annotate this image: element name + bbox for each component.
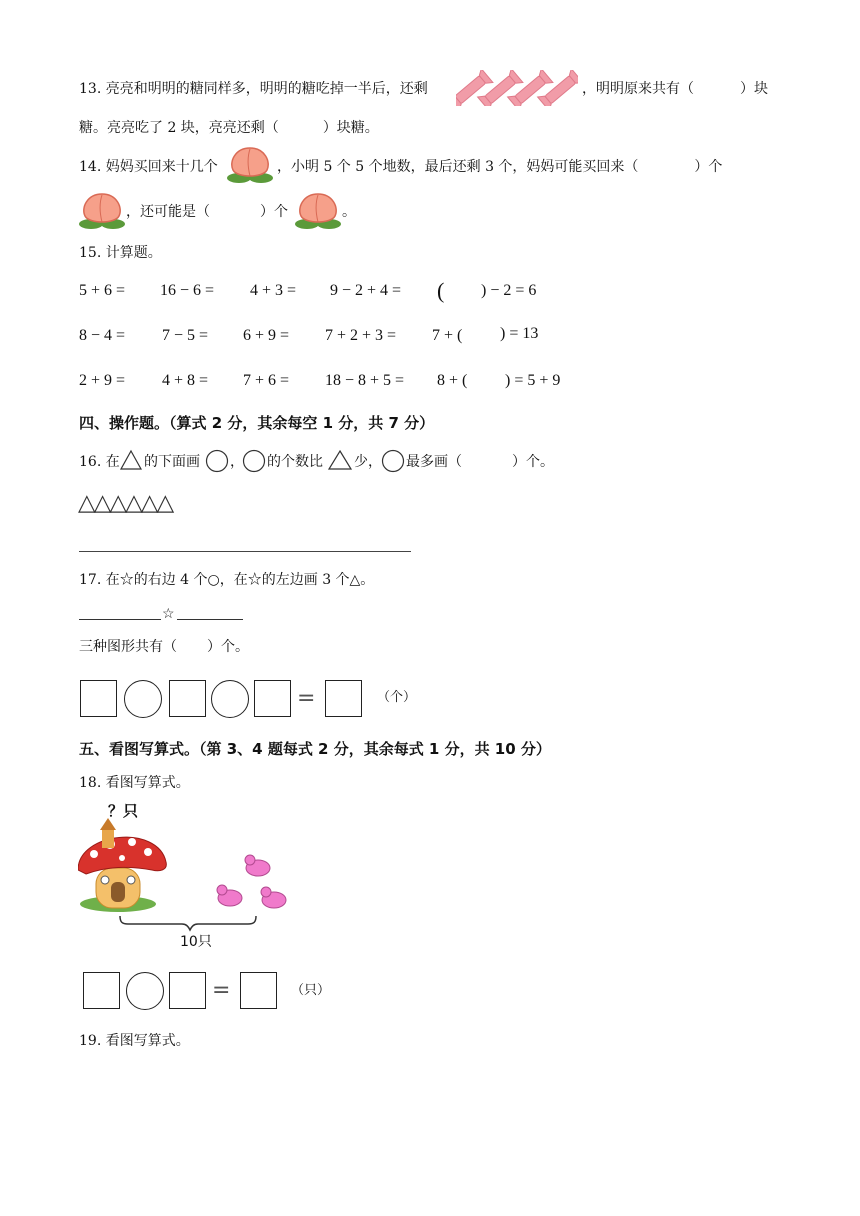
q16-text-4: 的个数比 bbox=[267, 454, 323, 470]
circle-icon bbox=[205, 449, 229, 473]
calc-item: 2 + 9 = bbox=[79, 372, 126, 389]
q14-line1 bbox=[79, 157, 218, 177]
answer-box[interactable] bbox=[169, 680, 206, 717]
total-label: 10只 bbox=[180, 934, 212, 950]
q14-text-3: ）个 bbox=[694, 159, 723, 175]
q16-line bbox=[406, 452, 554, 472]
q17-count-line bbox=[79, 637, 249, 657]
calc-item: ) = 5 + 9 bbox=[505, 372, 561, 389]
calc-item: 7 + 2 + 3 = bbox=[325, 327, 397, 344]
q13-line1-cont bbox=[582, 79, 768, 99]
q14-text-2: ，小明 5 个 5 个地数，最后还剩 3 个，妈妈可能买回来（ bbox=[277, 159, 639, 175]
q14-text-1: 14. 妈妈买回来十几个 bbox=[79, 159, 218, 175]
q13-line2 bbox=[79, 118, 379, 138]
operator-circle[interactable] bbox=[124, 680, 162, 718]
q16-text-7: ）个。 bbox=[512, 454, 554, 470]
answer-line[interactable] bbox=[79, 551, 411, 552]
calc-item: 9 − 2 + 4 = bbox=[330, 282, 402, 299]
q13-text-4: 糖。亮亮吃了 2 块，亮亮还剩（ bbox=[79, 120, 279, 136]
answer-box[interactable] bbox=[169, 972, 206, 1009]
answer-line-left[interactable] bbox=[79, 619, 161, 620]
unit-label: （只） bbox=[291, 983, 331, 998]
q18-title: 18. 看图写算式。 bbox=[79, 775, 190, 791]
peach-icon bbox=[294, 190, 342, 232]
q17-text: 17. 在☆的右边 4 个○，在☆的左边画 3 个△。 bbox=[79, 572, 375, 588]
answer-box[interactable] bbox=[240, 972, 277, 1009]
q16-text-5: 少， bbox=[354, 454, 382, 470]
question-label: ？只 bbox=[108, 802, 139, 820]
equals-sign: = bbox=[297, 686, 316, 711]
star-icon: ☆ bbox=[162, 606, 175, 622]
q14-text-4: ，还可能是（ bbox=[126, 204, 210, 220]
candy-icon-group bbox=[456, 70, 578, 106]
q14-period: 。 bbox=[342, 204, 356, 220]
calc-item: ) − 2 = 6 bbox=[481, 282, 537, 299]
triangle-icon bbox=[119, 449, 143, 471]
q15-title: 15. 计算题。 bbox=[79, 245, 162, 261]
q16-text-6: 最多画（ bbox=[406, 454, 462, 470]
q16-text-3: ， bbox=[230, 454, 244, 470]
q14-line2 bbox=[126, 202, 288, 222]
operator-circle[interactable] bbox=[126, 972, 164, 1010]
peach-icon bbox=[225, 144, 275, 186]
answer-box[interactable] bbox=[83, 972, 120, 1009]
calc-item: 7 − 5 = bbox=[162, 327, 209, 344]
equals-sign: = bbox=[212, 978, 231, 1003]
q13-line1 bbox=[79, 79, 428, 99]
calc-item: 5 + 6 = bbox=[79, 282, 126, 299]
operator-circle[interactable] bbox=[211, 680, 249, 718]
answer-box[interactable] bbox=[80, 680, 117, 717]
calc-item: 7 + 6 = bbox=[243, 372, 290, 389]
answer-box[interactable] bbox=[254, 680, 291, 717]
calc-item: 8 − 4 = bbox=[79, 327, 126, 344]
calc-item: ) = 13 bbox=[500, 325, 539, 342]
circle-icon bbox=[381, 449, 405, 473]
q13-text-3: ）块 bbox=[740, 81, 768, 97]
calc-item: 18 − 8 + 5 = bbox=[325, 372, 405, 389]
calc-item: 16 − 6 = bbox=[160, 282, 215, 299]
calc-item: 4 + 8 = bbox=[162, 372, 209, 389]
q16-text-1: 16. 在 bbox=[79, 454, 120, 470]
candy-icon bbox=[456, 70, 578, 106]
answer-line-right[interactable] bbox=[177, 619, 243, 620]
q13-text-1: 13. 亮亮和明明的糖同样多，明明的糖吃掉一半后，还剩 bbox=[79, 81, 428, 97]
unit-label: （个） bbox=[377, 690, 417, 705]
peach-icon bbox=[78, 190, 126, 232]
circle-icon bbox=[242, 449, 266, 473]
q19-title: 19. 看图写算式。 bbox=[79, 1033, 190, 1049]
q17-count-text-1: 三种图形共有（ bbox=[79, 639, 177, 655]
q14-text-5: ）个 bbox=[260, 204, 288, 220]
section-heading: 四、操作题。（算式 2 分，其余每空 1 分，共 7 分） bbox=[79, 414, 435, 432]
answer-box[interactable] bbox=[325, 680, 362, 717]
paren-open: ( bbox=[437, 278, 445, 303]
calc-item: 8 + ( bbox=[437, 372, 468, 389]
calc-item: 6 + 9 = bbox=[243, 327, 290, 344]
q14-line1-cont bbox=[277, 157, 722, 177]
q16-text-2: 的下面画 bbox=[144, 454, 200, 470]
calc-item: 4 + 3 = bbox=[250, 282, 297, 299]
q17-count-text-2: ）个。 bbox=[207, 639, 249, 655]
q13-text-2: ，明明原来共有（ bbox=[582, 81, 694, 97]
triangle-row: △△△△△△ bbox=[78, 490, 173, 516]
calc-item: 7 + ( bbox=[432, 327, 463, 344]
q13-text-5: ）块糖。 bbox=[322, 120, 379, 136]
section-heading: 五、看图写算式。（第 3、4 题每式 2 分，其余每式 1 分，共 10 分） bbox=[79, 740, 551, 758]
triangle-icon bbox=[327, 449, 353, 471]
